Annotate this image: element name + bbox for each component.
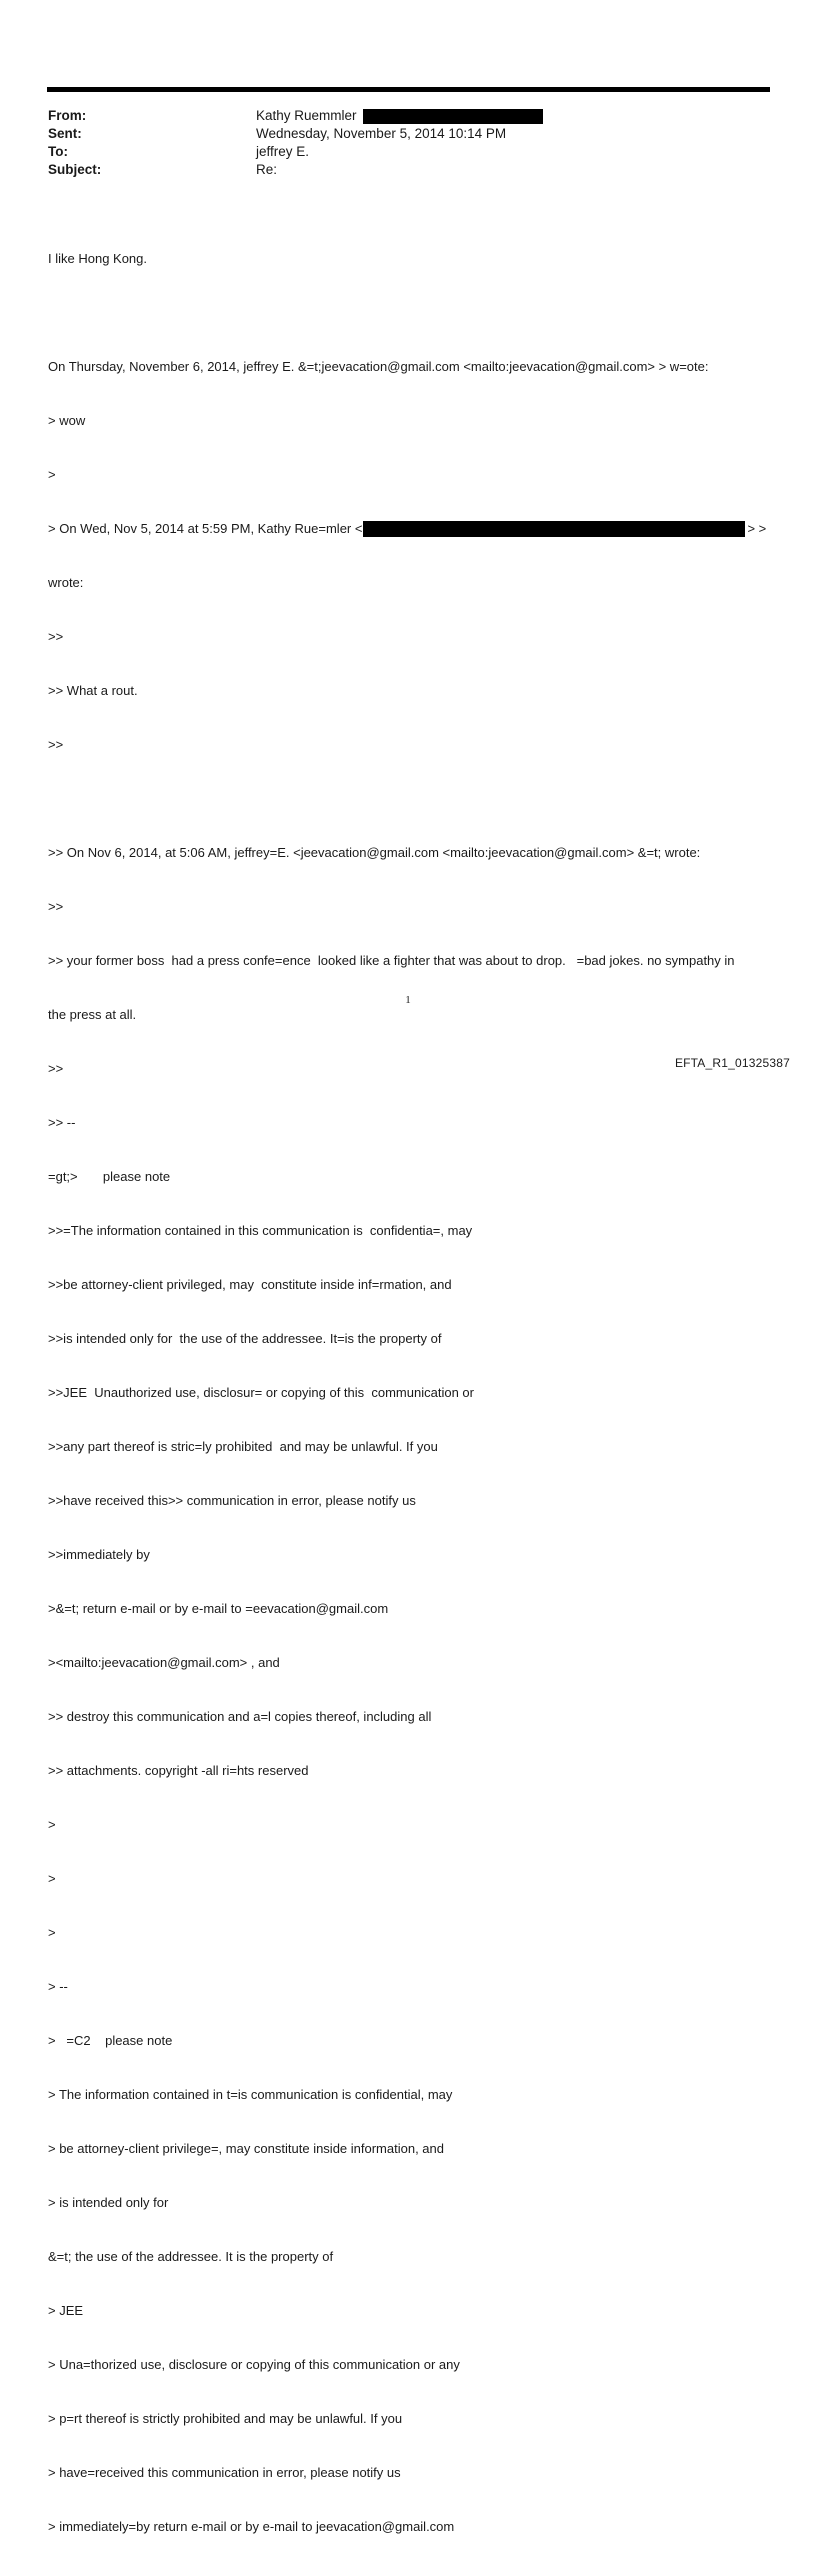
- body-line: >>=The information contained in this communication is confidentia=, may: [48, 1223, 473, 1238]
- body-line: &=t; the use of the addressee. It is the property of: [48, 2249, 334, 2264]
- quoted-header-tail: > >: [747, 521, 767, 536]
- body-line: > =C2 please note: [48, 2033, 173, 2048]
- body-line: >>: [48, 1061, 64, 1076]
- email-header: [48, 107, 768, 179]
- body-line: the press at all.: [48, 1007, 137, 1022]
- body-line: > wow: [48, 413, 86, 428]
- body-line: > Una=thorized use, disclosure or copying of this communication or any: [48, 2357, 460, 2372]
- subject-row: [48, 161, 768, 179]
- body-line: > be attorney-client privilege=, may constitute inside information, and: [48, 2141, 444, 2156]
- body-line: >> your former boss had a press confe=ence looked like a fighter that was about to drop. =bad jokes. no sympathy in: [48, 953, 735, 968]
- bates-number: EFTA_R1_01325387: [674, 1056, 790, 1070]
- quoted-header-text: > On Wed, Nov 5, 2014 at 5:59 PM, Kathy Rue=mler <: [48, 521, 363, 536]
- body-line: >>JEE Unauthorized use, disclosur= or copying of this communication or: [48, 1385, 474, 1400]
- body-line: >> --: [48, 1115, 76, 1130]
- body-line: I like Hong Kong.: [48, 251, 148, 266]
- body-line-redacted: [48, 520, 768, 538]
- body-line: >>: [48, 629, 64, 644]
- body-line: >>: [48, 899, 64, 914]
- body-line: > The information contained in t=is communication is confidential, may: [48, 2087, 453, 2102]
- redaction-box: [363, 521, 745, 537]
- sent-label: Sent:: [48, 126, 82, 141]
- body-line: >> destroy this communication and a=l copies thereof, including all: [48, 1709, 432, 1724]
- body-line: > JEE: [48, 2303, 84, 2318]
- body-line: >: [48, 1817, 56, 1832]
- body-line: > --: [48, 1979, 68, 1994]
- body-line: >&=t; return e-mail or by e-mail to =eevacation@gmail.com: [48, 1601, 389, 1616]
- body-line: >: [48, 467, 56, 482]
- header-rule: [47, 87, 770, 92]
- body-line: wrote:: [48, 575, 84, 590]
- body-line: > have=received this communication in error, please notify us: [48, 2465, 401, 2480]
- body-line: >: [48, 1925, 56, 1940]
- sent-value: Wednesday, November 5, 2014 10:14 PM: [256, 126, 507, 141]
- body-line: >>have received this>> communication in error, please notify us: [48, 1493, 416, 1508]
- body-line: >>is intended only for the use of the addressee. It=is the property of: [48, 1331, 442, 1346]
- page-number: 1: [405, 994, 411, 1006]
- body-line: >> attachments. copyright -all ri=hts reserved: [48, 1763, 309, 1778]
- from-value: [256, 107, 543, 125]
- from-label: From:: [48, 108, 87, 123]
- body-line: On Thursday, November 6, 2014, jeffrey E. &=t;jeevacation@gmail.com <mailto:jeevacation@gmail.com> > w=ote:: [48, 359, 709, 374]
- body-blank: [48, 304, 768, 322]
- subject-value: Re:: [256, 162, 278, 177]
- to-label: To:: [48, 144, 68, 159]
- email-body: [48, 214, 768, 2554]
- subject-label: Subject:: [48, 162, 102, 177]
- from-row: [48, 107, 768, 125]
- body-blank: [48, 790, 768, 808]
- body-line: >> On Nov 6, 2014, at 5:06 AM, jeffrey=E. <jeevacation@gmail.com <mailto:jeevacation@gmail.com> &=t; wrote:: [48, 845, 701, 860]
- body-line: >: [48, 1871, 56, 1886]
- body-line: > is intended only for: [48, 2195, 169, 2210]
- body-line: >>: [48, 737, 64, 752]
- to-row: [48, 143, 768, 161]
- body-line: > p=rt thereof is strictly prohibited and may be unlawful. If you: [48, 2411, 403, 2426]
- body-line: >>be attorney-client privileged, may constitute inside inf=rmation, and: [48, 1277, 452, 1292]
- body-line: =gt;> please note: [48, 1169, 171, 1184]
- to-value: jeffrey E.: [256, 144, 310, 159]
- body-line: >> What a rout.: [48, 683, 138, 698]
- body-line: >>immediately by: [48, 1547, 150, 1562]
- body-line: > immediately=by return e-mail or by e-mail to jeevacation@gmail.com: [48, 2519, 455, 2534]
- sent-row: [48, 125, 768, 143]
- body-line: ><mailto:jeevacation@gmail.com> , and: [48, 1655, 280, 1670]
- redaction-box: [363, 109, 543, 124]
- body-line: >>any part thereof is stric=ly prohibited and may be unlawful. If you: [48, 1439, 438, 1454]
- from-name: Kathy Ruemmler: [256, 108, 357, 123]
